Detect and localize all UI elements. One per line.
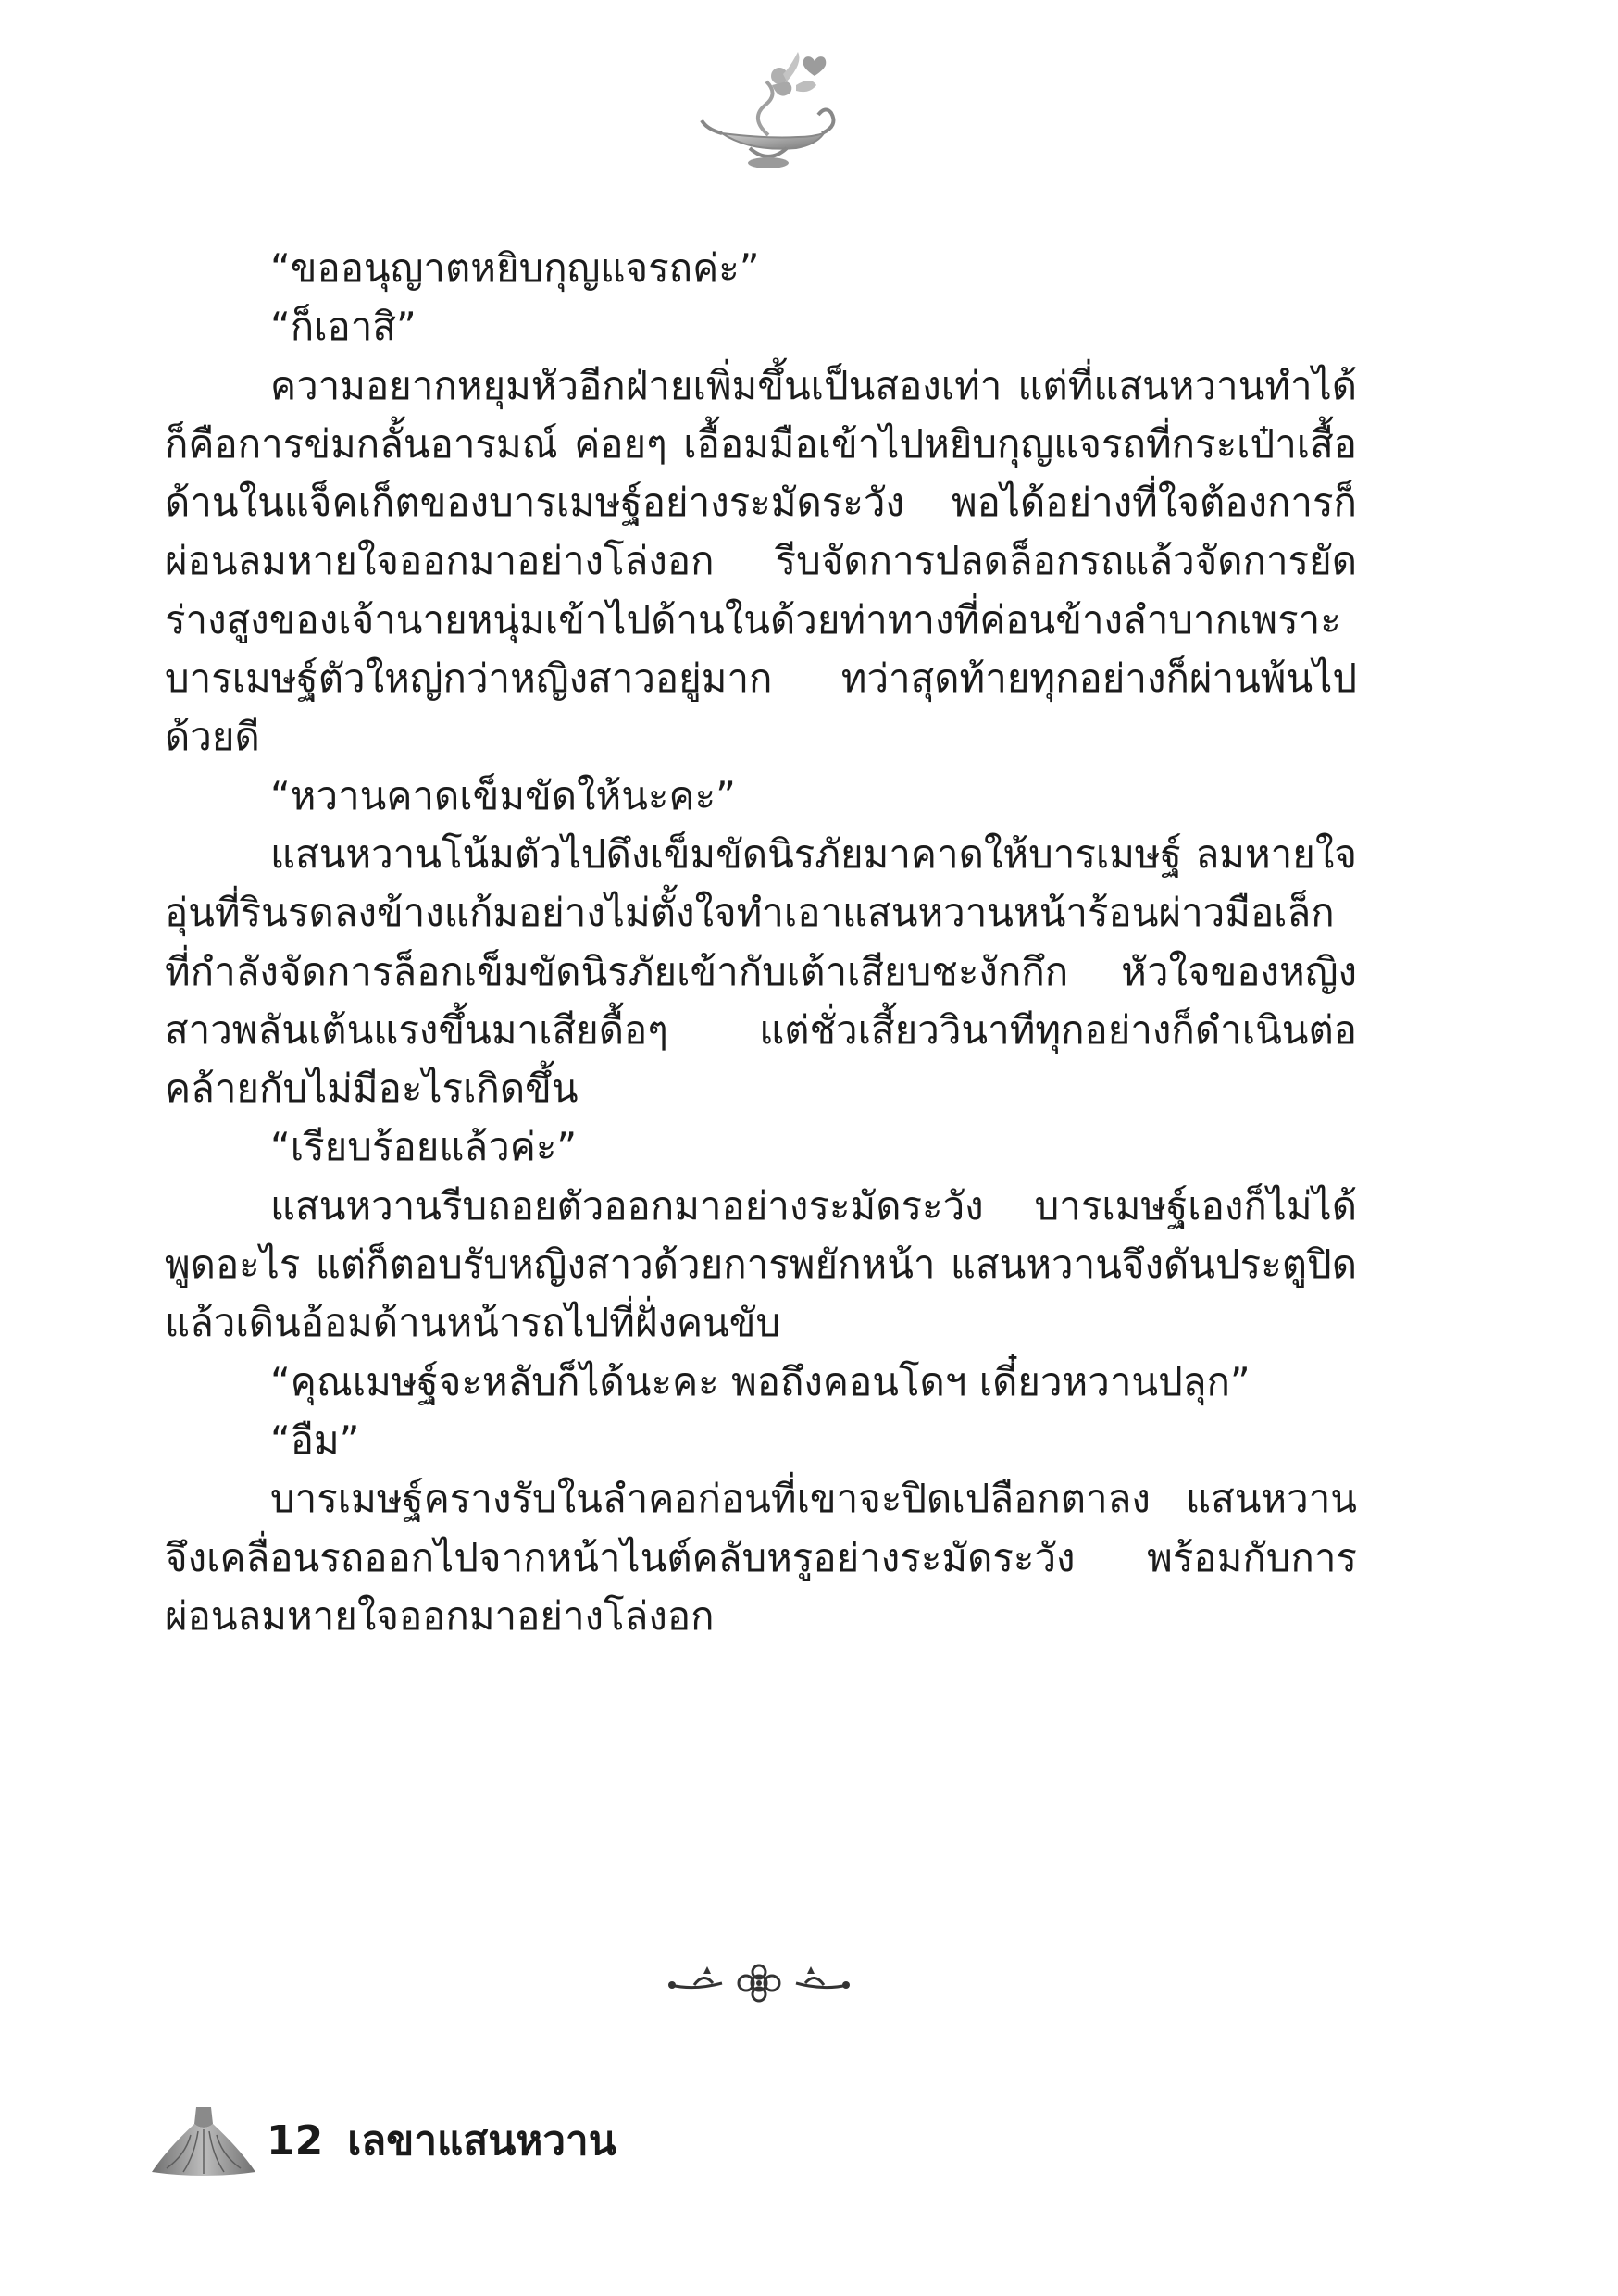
paragraph: “คุณเมษฐ์จะหลับก็ได้นะคะ พอถึงคอนโดฯ เดี๋ยวหวานปลุก” [270,1358,1251,1404]
paragraph: แสนหวานโน้มตัวไปดึงเข็มขัดนิรภัยมาคาดให้บารเมษฐ์ ลมหายใจอุ่นที่รินรดลงข้างแก้มอย่างไม่ตั้งใจทำเอาแสนหวานหน้าร้อนผ่าวมือเล็กที่กำลังจัดการล็อกเข็มขัดนิรภัยเข้ากับเต้าเสียบชะงักกึก หัวใจของหญิงสาวพลันเต้นแรงขึ้นมาเสียดื้อๆ แต่ชั่วเสี้ยววินาทีทุกอย่างก็ดำเนินต่อคล้ายกับไม่มีอะไรเกิดขึ้น [165,830,1357,1112]
book-title: เลขาแสนหวาน [347,2117,616,2165]
paragraph: “เรียบร้อยแล้วค่ะ” [270,1124,578,1170]
paragraph: “ก็เอาสิ” [270,304,417,350]
cupid-lamp-ornament-icon [694,48,842,178]
floral-divider-icon [666,1963,852,2003]
paragraph: บารเมษฐ์ครางรับในลำคอก่อนที่เขาจะปิดเปลือกตาลง แสนหวานจึงเคลื่อนรถออกไปจากหน้าไนต์คลับหรูอย่างระมัดระวัง พร้อมกับการผ่อนลมหายใจออกมาอย่างโล่งอก [165,1476,1357,1639]
dress-icon [148,2103,259,2177]
paragraph: แสนหวานรีบถอยตัวออกมาอย่างระมัดระวัง บารเมษฐ์เองก็ไม่ได้พูดอะไร แต่ก็ตอบรับหญิงสาวด้วยการพยักหน้า แสนหวานจึงดันประตูปิดแล้วเดินอ้อมด้านหน้ารถไปที่ฝั่งคนขับ [165,1182,1357,1346]
body-text [165,239,1357,1645]
page-footer [148,2103,616,2177]
paragraph: ความอยากหยุมหัวอีกฝ่ายเพิ่มขึ้นเป็นสองเท่า แต่ที่แสนหวานทำได้ก็คือการข่มกลั้นอารมณ์ ค่อยๆ เอื้อมมือเข้าไปหยิบกุญแจรถที่กระเป๋าเสื้อด้านในแจ็คเก็ตของบารเมษฐ์อย่างระมัดระวัง พอได้อย่างที่ใจต้องการก็ผ่อนลมหายใจออกมาอย่างโล่งอก รีบจัดการปลดล็อกรถแล้วจัดการยัดร่างสูงของเจ้านายหนุ่มเข้าไปด้านในด้วยท่าทางที่ค่อนข้างลำบากเพราะบารเมษฐ์ตัวใหญ่กว่าหญิงสาวอยู่มาก ทว่าสุดท้ายทุกอย่างก็ผ่านพ้นไปด้วยดี [165,362,1357,760]
paragraph: “ขออนุญาตหยิบกุญแจรถค่ะ” [270,245,760,291]
paragraph: “หวานคาดเข็มขัดให้นะคะ” [270,772,736,818]
paragraph: “อืม” [270,1416,360,1463]
page-number: 12 [267,2116,324,2165]
